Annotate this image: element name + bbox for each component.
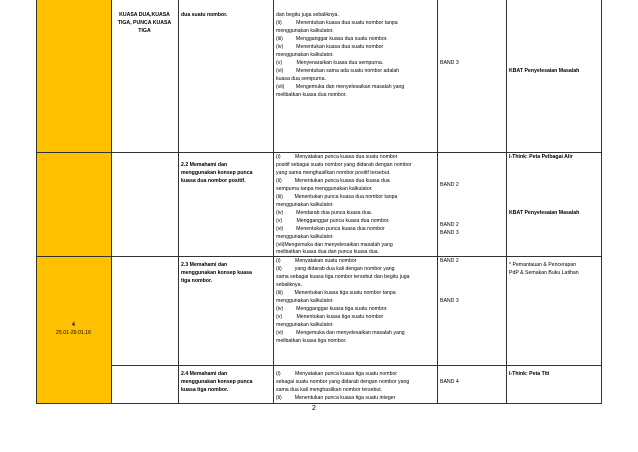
band-label: BAND 4 <box>440 379 459 385</box>
objective-line: sama sebagai kuasa tiga nombor tersebut dan begitu juga <box>276 274 410 280</box>
standard-text: kuasa tiga nombor. <box>181 387 229 393</box>
objective-line: sebagai suatu nombor yang didarab dengan nombor yang <box>276 379 410 385</box>
objective-line: (ii) yang didarab dua kali dengan nombor yang <box>276 266 395 272</box>
objective-line: (ii) Menentukan punca kuasa tiga suatu integer <box>276 395 396 401</box>
band-label: BAND 3 <box>440 60 459 66</box>
objective-line: (iv) Mengganggar kuasa tiga suatu nombor. <box>276 306 388 312</box>
objective-line: (v) Menentukan kuasa tiga suatu nombor <box>276 314 384 320</box>
objective-line: melibatkan kuasa tiga nombor. <box>276 338 347 344</box>
standard-text: kuasa dua nombor positif. <box>181 178 246 184</box>
band-label: BAND 3 <box>440 298 459 304</box>
objective-line: (iv) Menentukan kuasa dua suatu nombor <box>276 44 384 50</box>
notes-text: PdP & Semakan Buku Latihan <box>509 270 579 276</box>
band-label: BAND 3 <box>440 230 459 236</box>
objective-line: menggunakan kalkulator. <box>276 322 334 328</box>
objective-line: yang sama menghasilkan nombor positif tersebut. <box>276 170 391 176</box>
week-number: 4 <box>72 322 75 328</box>
objective-line: (ii) Menentukan punca kuasa dua kuasa dua <box>276 178 390 184</box>
topic-line: TIGA, PUNCA KUASA <box>117 20 172 26</box>
topic-line: TIGA <box>138 28 151 34</box>
standard-text: 2.3 Memahami dan <box>181 262 228 268</box>
objective-line: (iv) Mendarab dua punca kuasa dua. <box>276 210 373 216</box>
grid-line <box>111 0 112 403</box>
notes-text: I-Think: Peta Titi <box>509 371 550 377</box>
notes-text: KBAT Penyelesaian Masalah <box>509 210 580 216</box>
objective-line: sama dua kali menghasilkan nombor tersebut. <box>276 387 383 393</box>
standard-text: dua suatu nombor. <box>181 12 228 18</box>
objective-line: kuasa dua sempurna. <box>276 76 326 82</box>
objective-line: (i) Menyatakan punca kuasa dua suatu nombor <box>276 154 398 160</box>
standard-text: 2.4 Memahami dan <box>181 371 228 377</box>
standard-text: menggunakan konsep punca <box>181 379 253 385</box>
week-dates: 25.01-29.01.16 <box>56 330 91 336</box>
objective-line: (vii) Mengemuka dan menyelesaikan masalah yang <box>276 84 405 90</box>
objective-line: (iii) Mengganggar kuasa dua suatu nombor. <box>276 36 388 42</box>
objective-line: sempurna tanpa menggunakan kalkulator. <box>276 186 373 192</box>
objective-line: (vi) Menentukan sama ada suatu nombor adalah <box>276 68 400 74</box>
objective-line: (v) Mengganggar punca kuasa dua nombor. <box>276 218 390 224</box>
grid-line <box>601 0 602 403</box>
row-divider <box>36 403 602 404</box>
objective-line: menggunakan kalkulator. <box>276 28 334 34</box>
grid-line <box>273 0 274 403</box>
objective-line: melibatkan kuasa dua nombor. <box>276 92 347 98</box>
standard-text: 2.2 Memahami dan <box>181 162 228 168</box>
objective-line: (vi) Menentukan punca kuasa dua nombor <box>276 226 385 232</box>
objective-line: menggunakan kalkulator. <box>276 298 334 304</box>
objective-line: (iii) Menentukan punca kuasa dua nombor tanpa <box>276 194 398 200</box>
notes-text: I-Think: Peta Pelbagai Alir <box>509 154 573 160</box>
objective-line: menggunakan kalkulator. <box>276 234 334 240</box>
objective-line: melibatkan kuasa dua dan punca kuasa dua. <box>276 249 379 255</box>
objective-line: sebaliknya. <box>276 282 302 288</box>
objective-line: (vi) Mengemuka dan menyelesaikan masalah yang <box>276 330 405 336</box>
band-label: BAND 2 <box>440 222 459 228</box>
standard-text: menggunakan konsep kuasa <box>181 270 252 276</box>
objective-line: dan begitu juga sebaliknya. <box>276 12 339 18</box>
objective-line: (vii)Mengemuka dan menyelesaikan masalah yang <box>276 242 393 248</box>
grid-line <box>437 0 438 403</box>
objective-line: (iii) Menentukan kuasa tiga suatu nombor tanpa <box>276 290 396 296</box>
week-cell-top <box>36 0 111 256</box>
objective-line: (i) Menyatakan suatu nombor <box>276 258 357 264</box>
topic-line: KUASA DUA,KUASA <box>119 12 170 18</box>
objective-line: menggunakan kalkulator. <box>276 52 334 58</box>
notes-text: * Pemantauan & Pencerapan <box>509 262 577 268</box>
objective-line: (v) Menyenaraikan kuasa dua sempurna. <box>276 60 384 66</box>
objective-line: (ii) Menentukan kuasa dua suatu nombor tanpa <box>276 20 398 26</box>
grid-line <box>506 0 507 403</box>
row-divider <box>111 365 602 366</box>
objective-line: positif sebagai suatu nombor yang didarab dengan nombor <box>276 162 412 168</box>
grid-line <box>36 0 37 403</box>
standard-text: menggunakan konsep punca <box>181 170 253 176</box>
band-label: BAND 2 <box>440 258 459 264</box>
grid-line <box>178 0 179 403</box>
notes-text: KBAT Penyelesaian Masalah <box>509 68 580 74</box>
page-number: 2 <box>312 405 316 412</box>
objective-line: (i) Menyatakan punca kuasa tiga suatu nombor <box>276 371 398 377</box>
standard-text: tiga nombor. <box>181 278 213 284</box>
objective-line: menggunakan kalkulator. <box>276 202 334 208</box>
band-label: BAND 2 <box>440 182 459 188</box>
